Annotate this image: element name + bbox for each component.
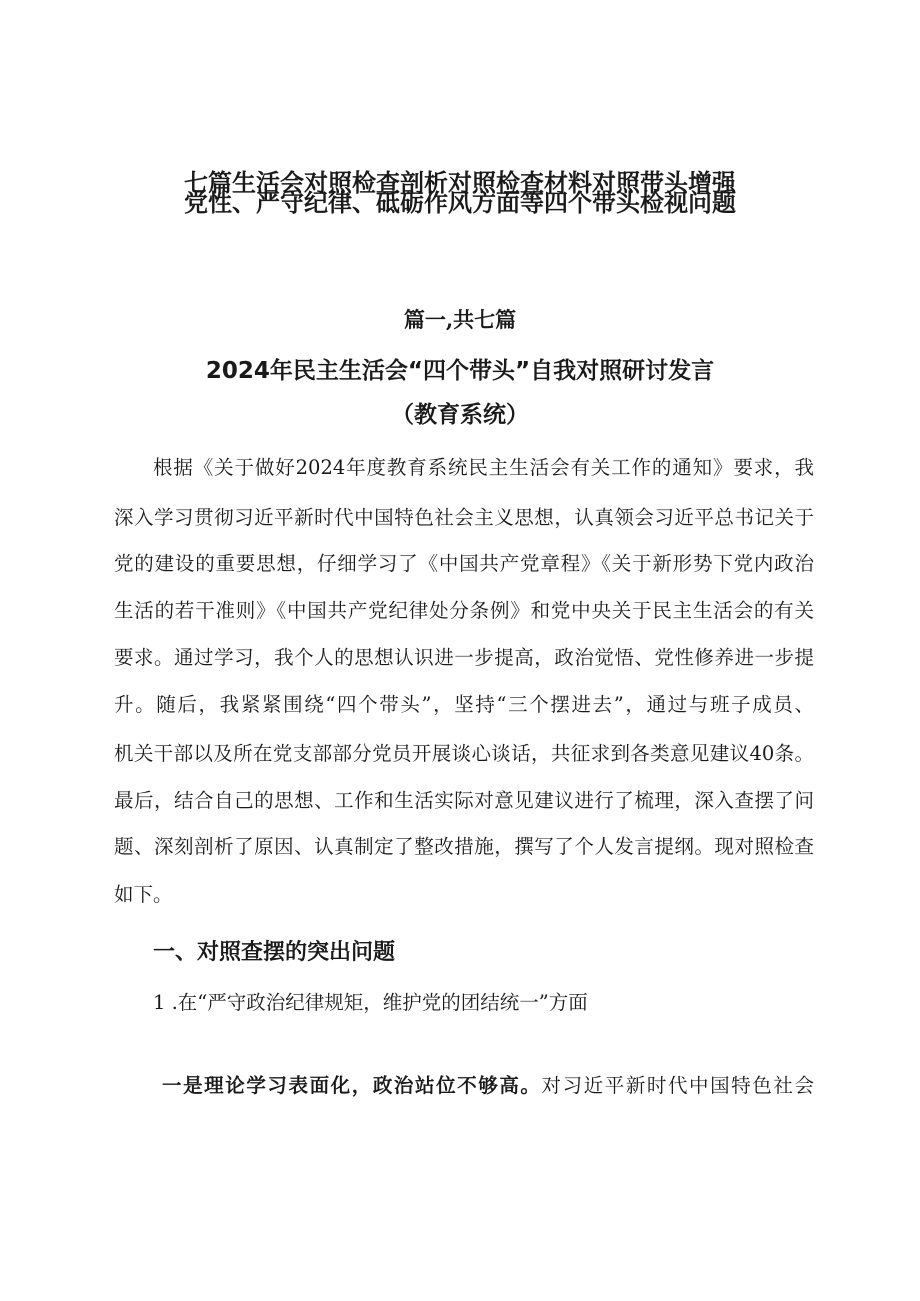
speech-subtitle: （教育系统） [391, 402, 529, 428]
intro-line-4: 生活的若干准则》《中国共产党纪律处分条例》和党中央关于民主生活会的有关 [114, 599, 814, 622]
intro-line-10: 如下。 [114, 883, 173, 906]
point-1-lead: 一是理论学习表面化，政治站位不够高。 [162, 1074, 542, 1097]
intro-line-3: 党的建设的重要思想，仔细学习了《中国共产党章程》《关于新形势下党内政治 [114, 552, 814, 575]
main-title-line-2: 党性、严守纪律、砥砺作风方面等四个带头检视问题 [184, 189, 736, 217]
intro-line-2: 深入学习贯彻习近平新时代中国特色社会主义思想，认真领会习近平总书记关于 [114, 506, 814, 529]
point-1-text: 对习近平新时代中国特色社会 [541, 1074, 814, 1097]
main-title-line-1: 七篇生活会对照检查剖析对照检查材料对照带头增强 [184, 169, 736, 197]
speech-title: 2024年民主生活会“四个带头”自我对照研讨发言 [205, 358, 715, 384]
item-1-heading: 1 .在“严守政治纪律规矩，维护党的团结统一”方面 [153, 991, 588, 1014]
intro-line-1: 根据《关于做好2024年度教育系统民主生活会有关工作的通知》要求，我 [153, 456, 814, 479]
intro-line-9: 题、深刻剖析了原因、认真制定了整改措施，撰写了个人发言提纲。现对照检查 [114, 835, 814, 858]
point-1-line [162, 1071, 814, 1101]
section-1-heading: 一、对照查摆的突出问题 [153, 940, 396, 965]
part-label: 篇一,共七篇 [403, 307, 517, 332]
intro-line-7: 机关干部以及所在党支部部分党员开展谈心谈话，共征求到各类意见建议40条。 [114, 742, 814, 765]
intro-line-6: 升。随后，我紧紧围绕“四个带头”，坚持“三个摆进去”，通过与班子成员、 [114, 693, 814, 716]
intro-line-8: 最后，结合自己的思想、工作和生活实际对意见建议进行了梳理，深入查摆了问 [114, 789, 814, 812]
intro-line-5: 要求。通过学习，我个人的思想认识进一步提高，政治觉悟、党性修养进一步提 [114, 646, 814, 669]
